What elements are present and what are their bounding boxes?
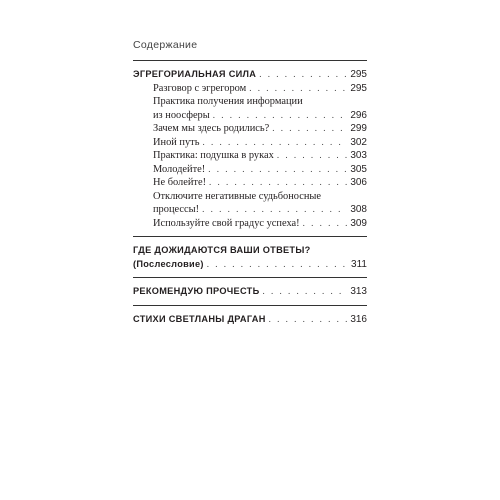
toc-entry-title-line: Отключите негативные судьбоносные: [153, 190, 322, 202]
table-of-contents: [133, 60, 367, 326]
toc-entry: [133, 122, 367, 136]
toc-entry-title: из ноосферы: [153, 109, 210, 121]
dot-leader: [209, 176, 347, 190]
dot-leader: [202, 136, 347, 150]
toc-entry: [133, 136, 367, 150]
divider: [133, 60, 367, 61]
toc-entry: [133, 203, 367, 217]
dot-leader: [208, 163, 347, 177]
toc-section: [133, 258, 367, 272]
toc-entry: [133, 82, 367, 96]
toc-page-number: 305: [350, 163, 367, 175]
toc-page-number: 308: [350, 204, 367, 215]
dot-leader: [207, 258, 348, 272]
toc-page-number: 299: [350, 123, 367, 134]
toc-entry: [133, 109, 367, 123]
toc-section-title: СТИХИ СВЕТЛАНЫ ДРАГАН: [133, 313, 266, 324]
toc-section: [133, 313, 367, 327]
toc-entry-title: Практика: подушка в руках: [153, 150, 274, 161]
toc-section-title: РЕКОМЕНДУЮ ПРОЧЕСТЬ: [133, 286, 260, 296]
dot-leader: [272, 122, 347, 136]
toc-page-number: 306: [350, 177, 367, 188]
toc-entry: [133, 163, 367, 177]
toc-page-number: 309: [350, 217, 367, 229]
toc-section-title: (Послесловие): [133, 258, 204, 269]
toc-page-number: 303: [350, 150, 367, 161]
toc-section-title: ЭГРЕГОРИАЛЬНАЯ СИЛА: [133, 69, 257, 79]
toc-entry-title: Используйте свой градус успеха!: [153, 217, 300, 229]
dot-leader: [213, 109, 348, 123]
dot-leader: [269, 313, 348, 327]
dot-leader: [249, 82, 347, 96]
dot-leader: [259, 68, 347, 82]
toc-page-number: 311: [351, 258, 367, 270]
toc-page-number: 295: [350, 82, 367, 94]
toc-section: [133, 285, 367, 299]
toc-entry: [133, 176, 367, 190]
toc-page-number: 313: [350, 286, 367, 297]
divider: [133, 236, 367, 237]
toc-section-title-line: ГДЕ ДОЖИДАЮТСЯ ВАШИ ОТВЕТЫ?: [133, 245, 311, 255]
dot-leader: [303, 217, 348, 231]
toc-section: [133, 68, 367, 82]
dot-leader: [277, 149, 348, 163]
toc-entry: [133, 217, 367, 231]
dot-leader: [202, 203, 347, 217]
toc-page-number: 296: [350, 109, 367, 121]
toc-entry-title: Не болейте!: [153, 177, 207, 188]
toc-page-number: 316: [350, 313, 367, 325]
divider: [133, 305, 367, 306]
toc-page-number: 302: [350, 136, 367, 148]
toc-entry-title: Молодейте!: [153, 163, 206, 175]
toc-entry-title: процессы!: [153, 204, 200, 215]
toc-entry-title-line: Практика получения информации: [153, 96, 303, 107]
dot-leader: [263, 285, 348, 299]
toc-entry-title: Иной путь: [153, 136, 200, 148]
toc-entry-title: Зачем мы здесь родились?: [153, 123, 270, 134]
divider: [133, 277, 367, 278]
toc-entry-title: Разговор с эгрегором: [153, 82, 247, 94]
toc-entry: [133, 149, 367, 163]
toc-page-number: 295: [350, 69, 367, 80]
running-head: Содержание: [133, 39, 198, 51]
